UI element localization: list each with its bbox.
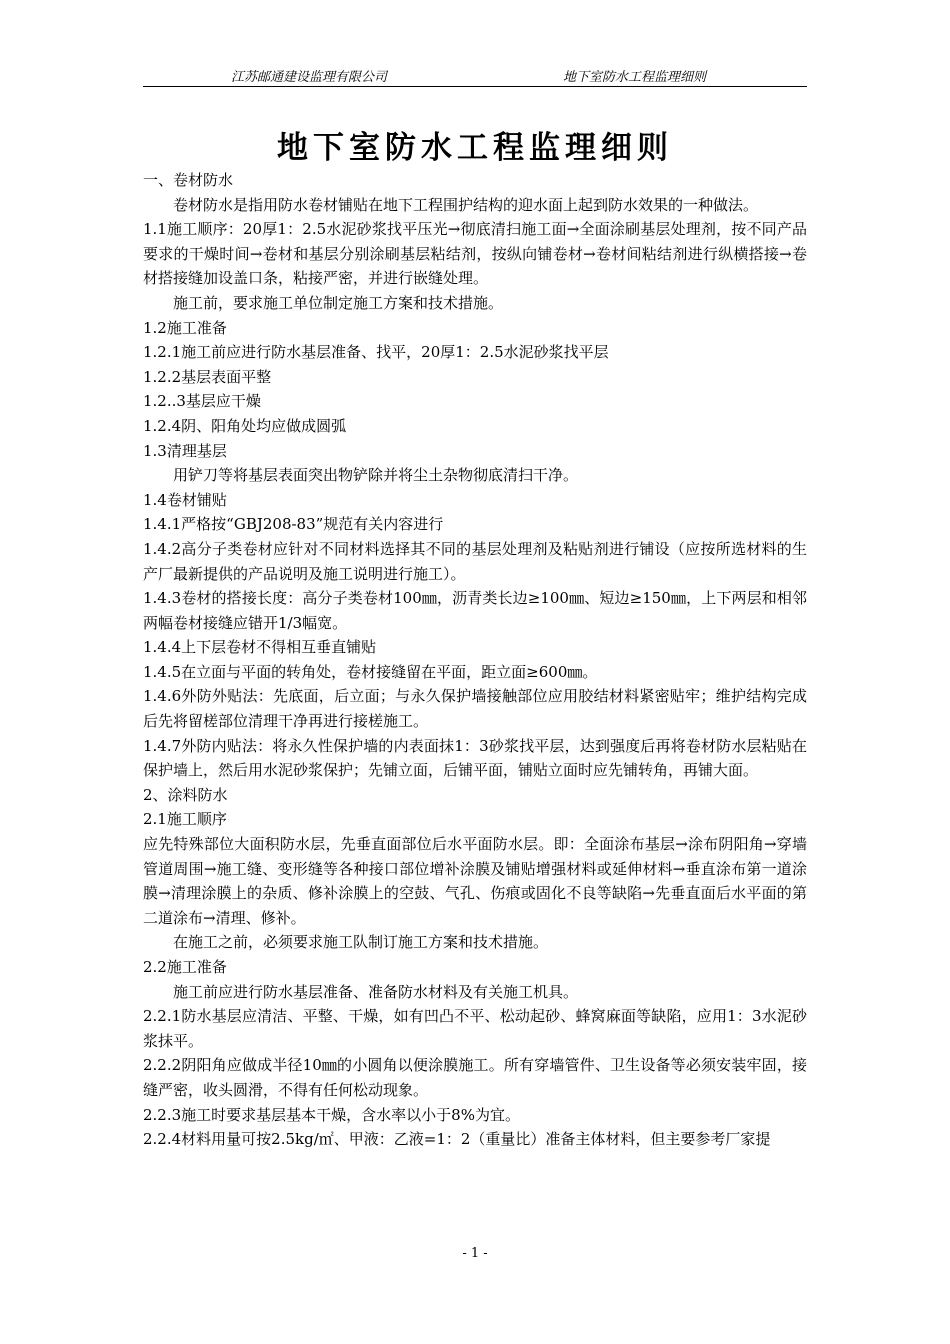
paragraph: 卷材防水是指用防水卷材铺贴在地下工程围护结构的迎水面上起到防水效果的一种做法。 — [173, 195, 759, 214]
paragraph: 1.4.3卷材的搭接长度：高分子类卷材100㎜，沥青类长边≥100㎜、短边≥150㎜，上下两层和相邻两幅卷材接缝应错开1/3幅宽。 — [143, 589, 807, 632]
paragraph: 1.2.2基层表面平整 — [143, 367, 272, 386]
paragraph: 1.4.4上下层卷材不得相互垂直铺贴 — [143, 638, 377, 657]
paragraph: 施工前，要求施工单位制定施工方案和技术措施。 — [173, 293, 504, 312]
page-header — [143, 62, 807, 87]
paragraph: 1.4卷材铺贴 — [143, 490, 227, 509]
paragraph: 一、卷材防水 — [143, 171, 234, 189]
header-company: 江苏邮通建设监理有限公司 — [231, 70, 388, 85]
paragraph: 1.2.1施工前应进行防水基层准备、找平，20厚1：2.5水泥砂浆找平层 — [143, 343, 609, 362]
paragraph: 应先特殊部位大面积防水层，先垂直面部位后水平面防水层。即：全面涂布基层→涂布阴阳角→穿墙管道周围→施工缝、变形缝等各种接口部位增补涂膜及铺贴增强材料或延伸材料→垂直涂布第一道涂膜→清理涂膜上的杂质、修补涂膜上的空鼓、气孔、伤痕或固化不良等缺陷→先垂直面后水平面的第二道涂布→清理、修补。 — [143, 835, 807, 927]
paragraph: 2.2.4材料用量可按2.5kg/㎡、甲液：乙液=1：2（重量比）准备主体材料，但主要参考厂家提 — [143, 1130, 771, 1149]
document-body — [143, 168, 807, 1152]
paragraph: 1.4.6外防外贴法：先底面，后立面；与永久保护墙接触部位应用胶结材料紧密贴牢；维护结构完成后先将留槎部位清理干净再进行接槎施工。 — [143, 687, 807, 731]
paragraph: 1.2..3基层应干燥 — [143, 392, 261, 411]
paragraph: 2.2.2阴阳角应做成半径10㎜的小圆角以便涂膜施工。所有穿墙管件、卫生设备等必须安装牢固，接缝严密，收头圆滑，不得有任何松动现象。 — [143, 1056, 807, 1099]
paragraph: 1.1施工顺序：20厚1：2.5水泥砂浆找平压光→彻底清扫施工面→全面涂刷基层处理剂，按不同产品要求的干燥时间→卷材和基层分别涂刷基层粘结剂，按纵向铺卷材→卷材间粘结剂进行纵横搭接→卷材搭接缝加设盖口条，粘接严密，并进行嵌缝处理。 — [143, 220, 807, 288]
paragraph: 1.4.7外防内贴法：将永久性保护墙的内表面抹1：3砂浆找平层，达到强度后再将卷材防水层粘贴在保护墙上，然后用水泥砂浆保护；先铺立面，后铺平面，铺贴立面时应先铺转角，再铺大面。 — [143, 736, 807, 780]
document-title: 地下室防水工程监理细则 — [277, 130, 673, 166]
paragraph: 1.2施工准备 — [143, 318, 227, 337]
paragraph: 1.4.5在立面与平面的转角处，卷材接缝留在平面，距立面≥600㎜。 — [143, 662, 598, 681]
paragraph: 2、涂料防水 — [143, 785, 228, 804]
header-doc-title: 地下室防水工程监理细则 — [563, 70, 707, 85]
paragraph: 2.2.3施工时要求基层基本干燥，含水率以小于8%为宜。 — [143, 1105, 520, 1124]
paragraph: 1.3清理基层 — [143, 441, 227, 460]
paragraph: 2.2施工准备 — [143, 958, 227, 976]
paragraph: 2.1施工顺序 — [143, 810, 227, 829]
paragraph: 用铲刀等将基层表面突出物铲除并将尘土杂物彻底清扫干净。 — [173, 466, 579, 485]
page-number: - 1 - — [462, 1246, 488, 1261]
paragraph: 在施工之前，必须要求施工队制订施工方案和技术措施。 — [173, 933, 549, 952]
paragraph: 1.4.2高分子类卷材应针对不同材料选择其不同的基层处理剂及粘贴剂进行铺设（应按所选材料的生产厂最新提供的产品说明及施工说明进行施工）。 — [143, 539, 807, 583]
paragraph: 1.2.4阴、阳角处均应做成圆弧 — [143, 416, 347, 435]
paragraph: 2.2.1防水基层应清洁、平整、干燥，如有凹凸不平、松动起砂、蜂窝麻面等缺陷，应用1：3水泥砂浆抹平。 — [143, 1007, 807, 1050]
paragraph: 施工前应进行防水基层准备、准备防水材料及有关施工机具。 — [173, 982, 579, 1001]
paragraph: 1.4.1严格按“GBJ208-83”规范有关内容进行 — [143, 515, 444, 534]
